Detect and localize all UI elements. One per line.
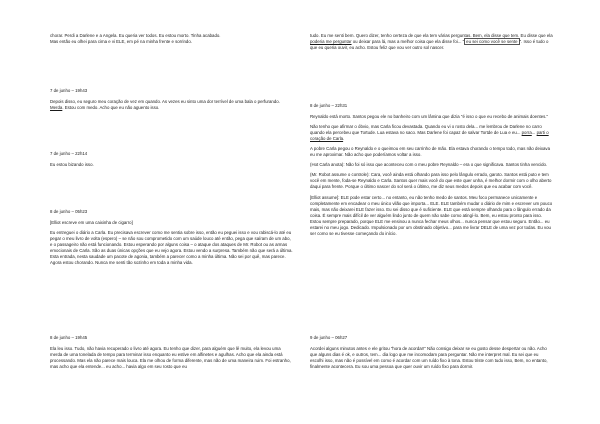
entry-paragraph bbox=[310, 124, 553, 142]
entry-date-heading: 8 de junho – 22h31 bbox=[310, 103, 348, 108]
diary-entry bbox=[50, 33, 293, 49]
entry-paragraph bbox=[50, 99, 293, 111]
entry-paragraph: (Hot Carla anota): Não foi só isso que aconteceu com o meu pobre Reynaldo – era o que significava. Santos tinha vencido. bbox=[310, 162, 548, 168]
entry-paragraph: Reynaldo está morto. Santos pegou ele no banheiro com um lâmina que dizia "é isso o que eu recebo de animais doentes." bbox=[310, 114, 549, 120]
underlined-text: parti o coração de Carla bbox=[310, 130, 549, 142]
entry-paragraph: Acordei alguns minutos antes e ele gritou "hora de acordar!" Não consigo deixar se eu gosto desse despertar ou não. Acho que alguns dias é ok, e outros, tem... dia logo que me incomodam para perguntar. Não me interpret mal. Eu sei que eu escolhi isso, mas não é possível em como é acordar com um ruído fixo à tona. Estou triste com tudo isso, Bem, no entanto, finalmente acontecera. Eu sou uma pessoa que quer ouvir um ruído fixo para dormir. bbox=[310, 346, 548, 370]
diary-entry bbox=[310, 33, 553, 55]
entry-paragraph: Eu estou bizando isso. bbox=[50, 162, 94, 168]
diary-entry bbox=[50, 88, 293, 115]
diary-entry bbox=[50, 335, 293, 374]
underlined-text: porra bbox=[521, 130, 532, 136]
entry-text: ". Isso é tudo o que eu queria ouvir, eu acho. Estou feliz que vou ver outro sol nascer. bbox=[310, 39, 549, 51]
entry-text: ou deixar para lá, mas a melhor coisa que ela disse foi... " bbox=[351, 39, 465, 45]
entry-date-heading: 7 de junho – 22h14 bbox=[50, 151, 88, 156]
diary-entry bbox=[310, 103, 553, 241]
entry-paragraph bbox=[50, 33, 293, 45]
entry-date-heading: 9 de junho – 06h27 bbox=[310, 335, 348, 340]
entry-text: Não tenho que afirmar o óbvio, mas Carla ficou devastada. Quando eu vi o rosto dela... me lembrou de Darlene no carro quando ela percebeu que Tortude. Lua estava no saco. Mas Darlene foi capaz de salvar Tortde de Lua e eu... bbox=[310, 124, 542, 136]
entry-paragraph: (Mr. Robot assume o controle): Cara, você ainda está olhando para isso pelo lângulo errado, garoto. Santos está puto e tem você em mente, foda-se Reynaldo e Carla. Santos quer mais você do que este quer unha, é melhor dormir com o olho aberto daqui para frente. Porque o último nascer do sol será o último, me diz seus medos depois que eu acabar com você. bbox=[310, 172, 552, 190]
diary-entry bbox=[50, 151, 293, 172]
entry-paragraph: [Elliot escreve em uma caixinha de cigarro] bbox=[50, 220, 133, 226]
entry-text: . Estou com medo. Acho que eu não aguento isso. bbox=[62, 105, 160, 111]
entry-text: chorar. Perdi a Darlene e a Angela. Eu queria ver todos. Eu estou morto. Tinha acabado. bbox=[50, 33, 221, 38]
boxed-quote: eu sei como você se sente bbox=[466, 39, 518, 45]
entry-paragraph: A pobre Carla pegou o Reynaldo e o queimou em seu carrinho de mão. Ela estava chorando o tempo todo, mas não deixava eu me aproximar. Não acho que poderíamos voltar a isso. bbox=[310, 146, 551, 158]
entry-paragraph: [Elliot assume]: ELE pode estar certo... no entanto, eu não tenho medo de santos. Meu foco permanece unicamente e completamente em encadear o meu único vilão que importa... ELE. ELE também mudar o diário de mim e escrever um pouco mais, mas não deixarei ELE fazer isso. Eu sei disso que é suficiente. ELE que está sempre olhando para o lângulo errado da coisa. É sempre mais difícil de ver alguém lindo junto de quem não sabe como atingí-lo. Bem, eu estou pronto para isso. Estou sempre preparado, porque ELE me ensinou a nunca fechar meus olhos... nunca pensar que estou seguro. Então... eu estarei no meu jogo. Dedicado. Impulsionado por um obstinado objetivo... para me livrar DELE de uma vez por todas. Eu vou ser como se eu tivesse começando do início. bbox=[310, 194, 553, 236]
entry-text: Mas então eu olhei para cima e vi ELE, em pé na minha frente e sorrindo. bbox=[50, 39, 192, 45]
entry-text: ... bbox=[531, 130, 537, 136]
entry-text: . bbox=[343, 136, 345, 142]
underlined-text: Merda bbox=[50, 105, 63, 111]
entry-date-heading: 8 de junho – 19h45 bbox=[50, 335, 88, 340]
entry-paragraph: Ela leu isso. Tudo, não havia recuperado o livro até agora. Eu tenho que dizer, para alguém que lê muito, ela levou uma merda de uma tonelada de tempo para terminar isso enquanto eu estive em alfinetes e agulhas. Acho que ela ainda está processando. Mas ela não parece mais louca. Ela me olhou de forma diferente, mas não de uma maneira ruim. Foi estranho, mas acho que ela entende... eu acho... havia algo em seu rosto que eu bbox=[50, 346, 291, 370]
entry-date-heading: 7 de junho – 19h43 bbox=[50, 88, 88, 93]
entry-paragraph bbox=[310, 33, 553, 51]
diary-entry bbox=[50, 209, 293, 270]
diary-entry bbox=[310, 335, 553, 374]
left-page bbox=[50, 0, 293, 424]
underlined-text: poderia me perguntar bbox=[310, 39, 352, 45]
entry-text: Depois disso, eu seguro meu coração de vez em quando. As vezes eu sinto uma dor terrível de uma bala o perfurando. bbox=[50, 99, 280, 105]
right-page bbox=[310, 0, 553, 424]
entry-date-heading: 8 de junho – 05h23 bbox=[50, 209, 88, 214]
entry-paragraph: Eu entreguei o diário a Carla. Eu precisava escrever como me sentia sobre isso, então eu peguei isso e vou rabiscá-lo até eu pegar o meu livro de volta (espero) – se não sou comprometido com um saúde louco até então, pega que saíram de um abo, e o passageiro não está funcionando. Estou esperando por alguns coisa – o ataque dos ataques de Mr. Robot ou as armas emocionais de Carla. São as duas únicas opções que eu vejo agora. Estou vendo a surpresa. Também não que será a última. Esta entrada, nesta saudade um pacote de agonia, também a parecer como a minha última. Não sei por quê, mas parece. Agora estou chorando. Nunca me senti tão sozinho em toda a minha vida. bbox=[50, 230, 293, 266]
entry-text: tudo. Eu me senti bem. Quero dizer, tenho certeza de que ela tem várias perguntas. Bem, ela disse que tem. Eu disse que ela bbox=[310, 33, 553, 38]
